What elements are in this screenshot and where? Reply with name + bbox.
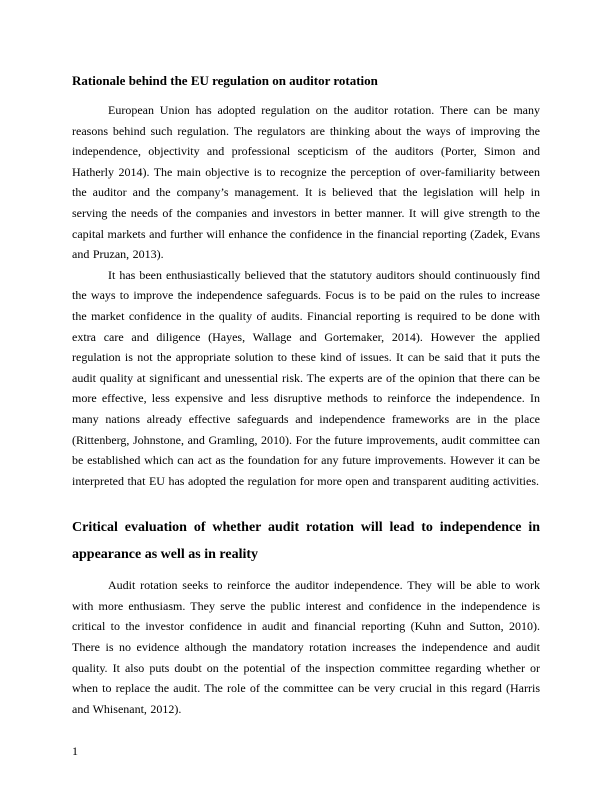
- paragraph-critical-evaluation-1: Audit rotation seeks to reinforce the auditor independence. They will be able to work with more enthusiasm. They serve the public interest and confidence in the independence is critical to the investor confidence in audit and financial reporting (Kuhn and Sutton, 2010). There is no evidence although the mandatory rotation increases the independence and audit quality. It also puts doubt on the potential of the inspection committee regarding whether or when to replace the audit. The role of the committee can be very crucial in this regard (Harris and Whisenant, 2012).: [72, 578, 540, 716]
- section-heading-rationale: Rationale behind the EU regulation on auditor rotation: [72, 73, 378, 88]
- paragraph-rationale-2: It has been enthusiastically believed that the statutory auditors should continuously find the ways to improve the independence safeguards. Focus is to be paid on the rules to increase the market confidence in the quality of audits. Financial reporting is required to be done with extra care and diligence (Hayes, Wallage and Gortemaker, 2014). However the applied regulation is not the appropriate solution to these kind of issues. It can be said that it puts the audit quality at significant and unessential risk. The experts are of the opinion that there can be more effective, less expensive and less disruptive methods to reinforce the independence. In many nations already effective safeguards and independence frameworks are in the place (Rittenberg, Johnstone, and Gramling, 2010). For the future improvements, audit committee can be established which can act as the foundation for any future improvements. However it can be interpreted that EU has adopted the regulation for more open and transparent auditing activities.: [72, 267, 540, 488]
- paragraph-rationale-1: European Union has adopted regulation on the auditor rotation. There can be many reasons behind such regulation. The regulators are thinking about the ways of improving the independence, objectivity and professional scepticism of the auditors (Porter, Simon and Hatherly 2014). The main objective is to recognize the perception of over-familiarity between the auditor and the company’s management. It is believed that the legislation will help in serving the needs of the companies and investors in better manner. It will give strength to the capital markets and further will enhance the confidence in the financial reporting (Zadek, Evans and Pruzan, 2013).: [72, 103, 540, 262]
- section-heading-critical-evaluation: Critical evaluation of whether audit rotation will lead to independence in appearance as well as in reality: [72, 520, 540, 563]
- page-number: 1: [72, 744, 78, 758]
